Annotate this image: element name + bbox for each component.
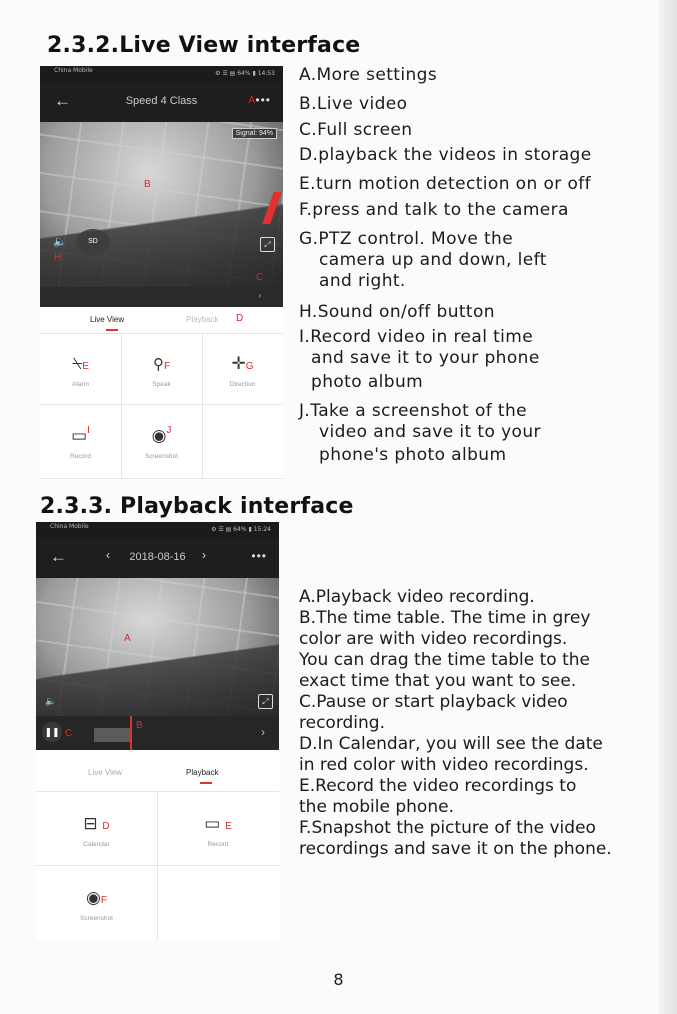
playback-video-area[interactable] bbox=[36, 578, 279, 716]
view-tabs bbox=[36, 760, 279, 786]
alarm-cell[interactable] bbox=[40, 354, 121, 388]
marker-a: A bbox=[248, 95, 255, 106]
camera-screenshot-icon: ◉ bbox=[86, 888, 101, 907]
legend-line: B.The time table. The time in grey bbox=[299, 608, 591, 628]
legend-item-cont: video and save it to your bbox=[319, 422, 541, 442]
chevron-right-icon[interactable]: › bbox=[258, 291, 261, 300]
page-edge-shadow bbox=[659, 0, 677, 1014]
active-tab-indicator bbox=[200, 782, 212, 784]
legend-line: E.Record the video recordings to bbox=[299, 776, 577, 796]
prev-date-icon[interactable]: ‹ bbox=[106, 548, 110, 562]
section-heading-live-view: 2.3.2.Live View interface bbox=[47, 33, 361, 58]
marker-j: J bbox=[166, 425, 172, 436]
marker-e: E bbox=[82, 361, 89, 372]
marker-f: F bbox=[100, 895, 107, 906]
calendar-icon: ⊟ bbox=[83, 814, 98, 833]
more-settings-icon[interactable]: ••• bbox=[255, 93, 271, 107]
legend-line: exact time that you want to see. bbox=[299, 671, 577, 691]
record-label: Record bbox=[207, 841, 229, 848]
marker-g: G bbox=[245, 361, 254, 372]
progress-strip bbox=[40, 287, 283, 307]
marker-f: F bbox=[163, 361, 171, 372]
time-table[interactable] bbox=[36, 716, 279, 750]
legend-item: D.playback the videos in storage bbox=[299, 145, 592, 165]
legend-item: H.Sound on/off button bbox=[299, 302, 495, 322]
direction-cell[interactable] bbox=[202, 354, 283, 388]
legend-item: B.Live video bbox=[299, 94, 408, 114]
legend-item-cont: and save it to your phone bbox=[311, 348, 540, 368]
playback-phone-screenshot bbox=[36, 522, 279, 940]
legend-item: J.Take a screenshot of the bbox=[299, 401, 528, 421]
sd-label: SD bbox=[88, 238, 98, 245]
pause-play-icon[interactable]: ❚❚ bbox=[42, 722, 62, 742]
tab-playback[interactable]: Playback bbox=[186, 315, 219, 324]
marker-c: C bbox=[65, 728, 73, 739]
red-edge-marker bbox=[262, 192, 282, 224]
screenshot-label: Screenshot bbox=[80, 915, 113, 922]
more-settings-icon[interactable]: ••• bbox=[251, 549, 267, 563]
marker-e: E bbox=[225, 821, 232, 832]
chevron-right-icon[interactable]: › bbox=[261, 725, 265, 739]
video-record-icon: ▭ bbox=[204, 814, 221, 833]
sound-toggle-icon[interactable]: 🔈 bbox=[53, 236, 67, 248]
time-cursor bbox=[130, 716, 132, 750]
fullscreen-icon[interactable]: ⤢ bbox=[258, 694, 273, 709]
legend-item-cont: camera up and down, left bbox=[319, 250, 547, 270]
legend-line: A.Playback video recording. bbox=[299, 587, 535, 607]
playback-legend-paragraph bbox=[299, 587, 612, 860]
grid-divider bbox=[40, 478, 283, 479]
carrier-text: China Mobile bbox=[54, 67, 93, 74]
grid-divider bbox=[40, 333, 283, 334]
direction-pad-icon: ✛ bbox=[231, 354, 246, 373]
microphone-icon: ⚲ bbox=[152, 356, 164, 373]
legend-line: C.Pause or start playback video bbox=[299, 692, 568, 712]
live-video-area[interactable] bbox=[40, 122, 283, 287]
legend-item-cont: photo album bbox=[311, 372, 424, 392]
grid-divider bbox=[40, 404, 283, 405]
legend-item: G.PTZ control. Move the bbox=[299, 229, 514, 249]
legend-item: I.Record video in real time bbox=[299, 327, 534, 347]
recorded-segment bbox=[94, 728, 130, 742]
legend-item: A.More settings bbox=[299, 65, 438, 85]
alarm-bell-icon: ⍀ bbox=[72, 354, 83, 373]
marker-i: I bbox=[87, 425, 90, 436]
marker-c: C bbox=[256, 272, 264, 283]
back-arrow-icon[interactable]: ← bbox=[50, 547, 67, 566]
carrier-text: China Mobile bbox=[50, 523, 89, 530]
legend-line: the mobile phone. bbox=[299, 797, 454, 817]
direction-label: Direction bbox=[229, 381, 256, 388]
signal-badge: Signal: 94% bbox=[232, 128, 277, 139]
marker-b: B bbox=[144, 179, 151, 190]
screenshot-label: Screenshot bbox=[145, 453, 178, 460]
speak-cell[interactable] bbox=[121, 354, 202, 388]
legend-line: in red color with video recordings. bbox=[299, 755, 589, 775]
title-bar bbox=[36, 538, 279, 578]
page-number: 8 bbox=[333, 970, 344, 989]
sound-toggle-icon[interactable]: 🔈 bbox=[42, 692, 60, 710]
marker-d: D bbox=[236, 313, 244, 324]
back-arrow-icon[interactable]: ← bbox=[54, 91, 71, 110]
sd-quality-button[interactable] bbox=[76, 229, 110, 255]
record-cell[interactable] bbox=[157, 814, 279, 848]
record-label: Record bbox=[70, 453, 91, 460]
device-title: Speed 4 Class bbox=[125, 95, 198, 107]
screenshot-cell[interactable] bbox=[36, 888, 157, 922]
status-bar bbox=[36, 522, 279, 538]
next-date-icon[interactable]: › bbox=[202, 548, 206, 562]
legend-line: F.Snapshot the picture of the video bbox=[299, 818, 596, 838]
legend-line: recordings and save it on the phone. bbox=[299, 839, 612, 859]
section-heading-playback: 2.3.3. Playback interface bbox=[40, 494, 354, 519]
video-record-icon: ▭ bbox=[71, 426, 88, 445]
calendar-cell[interactable] bbox=[36, 814, 157, 848]
legend-line: D.In Calendar, you will see the date bbox=[299, 734, 603, 754]
legend-line: recording. bbox=[299, 713, 385, 733]
tab-live-view[interactable]: Live View bbox=[90, 315, 125, 324]
marker-b: B bbox=[136, 720, 143, 731]
legend-item: E.turn motion detection on or off bbox=[299, 174, 592, 194]
legend-line: color are with video recordings. bbox=[299, 629, 568, 649]
view-tabs bbox=[40, 307, 283, 333]
record-cell[interactable] bbox=[40, 426, 121, 460]
fullscreen-icon[interactable]: ⤢ bbox=[260, 237, 275, 252]
legend-item-cont: phone's photo album bbox=[319, 445, 507, 465]
legend-line: You can drag the time table to the bbox=[299, 650, 590, 670]
camera-screenshot-icon: ◉ bbox=[151, 426, 167, 445]
marker-h: H bbox=[54, 252, 62, 263]
screenshot-cell[interactable] bbox=[121, 426, 202, 460]
status-bar bbox=[40, 66, 283, 82]
calendar-label: Calendar bbox=[83, 841, 110, 848]
status-icons: ⚙ ☰ ▤ 64% ▮ 15:24 bbox=[211, 526, 271, 533]
title-bar bbox=[40, 82, 283, 122]
speak-label: Speak bbox=[152, 381, 171, 388]
marker-a: A bbox=[124, 633, 131, 644]
legend-item-cont: and right. bbox=[319, 271, 406, 291]
active-tab-indicator bbox=[106, 329, 118, 331]
alarm-label: Alarm bbox=[72, 381, 89, 388]
marker-d: D bbox=[102, 821, 110, 832]
legend-item: C.Full screen bbox=[299, 120, 413, 140]
tab-live-view[interactable]: Live View bbox=[88, 768, 123, 777]
live-view-phone-screenshot bbox=[40, 66, 283, 481]
tab-playback[interactable]: Playback bbox=[186, 768, 219, 777]
playback-date: 2018-08-16 bbox=[129, 551, 186, 563]
legend-item: F.press and talk to the camera bbox=[299, 200, 569, 220]
status-icons: ⚙ ☰ ▤ 64% ▮ 14:53 bbox=[215, 70, 275, 77]
